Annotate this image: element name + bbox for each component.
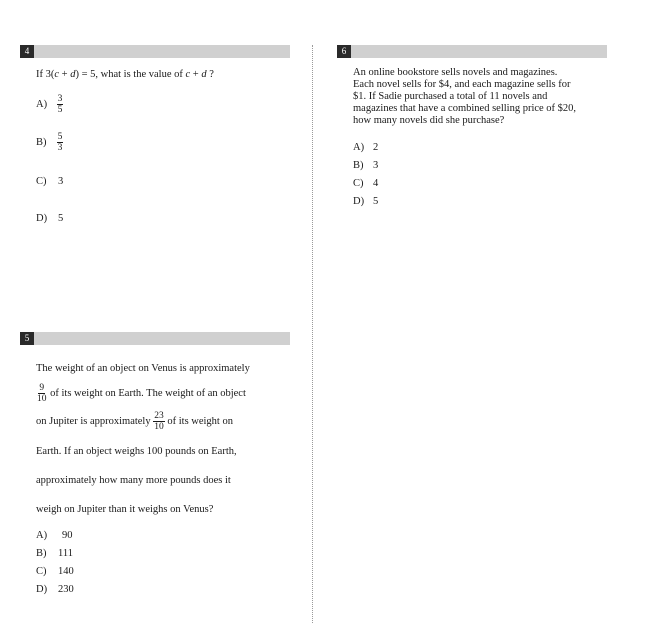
choice-text: 5 — [373, 196, 379, 207]
choice-letter: A) — [36, 530, 48, 541]
choice-text: 111 — [58, 548, 73, 559]
q5-stem-line-6: weigh on Jupiter than it weighs on Venus? — [36, 504, 214, 515]
fraction-denominator: 3 — [57, 143, 63, 153]
question-4-choice-d[interactable] — [36, 213, 63, 224]
q4-var-c: c — [54, 69, 60, 80]
question-6-stem — [353, 67, 613, 127]
question-4-header-bar — [20, 45, 290, 58]
q4-plus: + — [59, 69, 71, 80]
fraction-denominator: 10 — [37, 394, 47, 404]
q6-stem-line: $1. If Sadie purchased a total of 11 novels and — [353, 91, 548, 102]
choice-letter: B) — [36, 548, 47, 559]
question-5-choice-c[interactable] — [36, 566, 74, 577]
q4-var-d: d — [70, 69, 76, 80]
choice-letter: D) — [36, 213, 48, 224]
q5-stem-line-5: approximately how many more pounds does it — [36, 475, 231, 486]
q5-stem-line-1: The weight of an object on Venus is approximately — [36, 363, 250, 374]
question-4-stem — [36, 69, 214, 81]
question-6-choice-d[interactable] — [353, 196, 378, 207]
question-4-choice-b[interactable] — [36, 132, 63, 153]
choice-letter: A) — [353, 142, 365, 153]
choice-text: 90 — [62, 530, 73, 541]
fraction-denominator: 5 — [57, 105, 63, 115]
choice-text: 3 — [58, 176, 64, 187]
q4-stem-c: c — [185, 69, 191, 80]
choice-letter: D) — [36, 584, 48, 595]
choice-text: 4 — [373, 178, 379, 189]
fraction-numerator: 23 — [154, 411, 164, 421]
q5-fraction-jupiter — [153, 411, 165, 432]
q5-line3-after: of its weight on — [167, 415, 233, 427]
q4-stem-d: d — [201, 69, 207, 80]
choice-letter: D) — [353, 196, 365, 207]
fraction-numerator: 5 — [57, 132, 63, 142]
choice-text: 2 — [373, 142, 379, 153]
q6-stem-line: magazines that have a combined selling price of $20, — [353, 103, 577, 114]
question-6-header-bar — [337, 45, 607, 58]
q4-stem-suffix: ? — [206, 69, 214, 80]
column-divider — [312, 45, 313, 623]
q4-stem-mid: ) = 5, what is the value of — [75, 69, 186, 80]
choice-text: 140 — [58, 566, 74, 577]
q6-stem-line: how many novels did she purchase? — [353, 115, 505, 126]
question-4-choice-c[interactable] — [36, 176, 63, 187]
question-5-choice-d[interactable] — [36, 584, 74, 595]
choice-text: 230 — [58, 584, 74, 595]
choice-text: 3 — [373, 160, 379, 171]
q5-stem-line-4: Earth. If an object weighs 100 pounds on Earth, — [36, 446, 237, 457]
choice-letter: C) — [36, 176, 47, 187]
choice-fraction — [57, 94, 64, 115]
question-5-choice-a[interactable] — [36, 530, 73, 541]
q4-stem-prefix: If 3( — [36, 69, 55, 80]
question-6-number: 6 — [337, 45, 351, 58]
fraction-numerator: 9 — [39, 383, 45, 393]
choice-letter: C) — [353, 178, 364, 189]
choice-letter: B) — [353, 160, 364, 171]
choice-letter: C) — [36, 566, 47, 577]
q5-line3-text: on Jupiter is approximately — [36, 415, 151, 427]
q6-stem-line: Each novel sells for $4, and each magazine sells for — [353, 79, 571, 90]
choice-text: 5 — [58, 213, 64, 224]
q5-fraction-venus — [36, 383, 48, 404]
question-4-number: 4 — [20, 45, 34, 58]
q5-stem-line-3 — [36, 411, 233, 432]
q5-stem-line-2 — [36, 383, 246, 404]
fraction-denominator: 10 — [154, 422, 164, 432]
choice-fraction — [57, 132, 64, 153]
choice-letter: B) — [36, 136, 47, 148]
question-4-choice-a[interactable] — [36, 94, 63, 115]
choice-letter: A) — [36, 98, 48, 110]
fraction-numerator: 3 — [57, 94, 63, 104]
question-6-choice-a[interactable] — [353, 142, 378, 153]
question-5-header-bar — [20, 332, 290, 345]
question-5-choice-b[interactable] — [36, 548, 73, 559]
q5-line2-text: of its weight on Earth. The weight of an object — [50, 387, 246, 399]
question-6-choice-c[interactable] — [353, 178, 378, 189]
question-6-choice-b[interactable] — [353, 160, 378, 171]
q6-stem-line: An online bookstore sells novels and magazines. — [353, 67, 558, 78]
q4-stem-plus2: + — [190, 69, 202, 80]
question-5-number: 5 — [20, 332, 34, 345]
